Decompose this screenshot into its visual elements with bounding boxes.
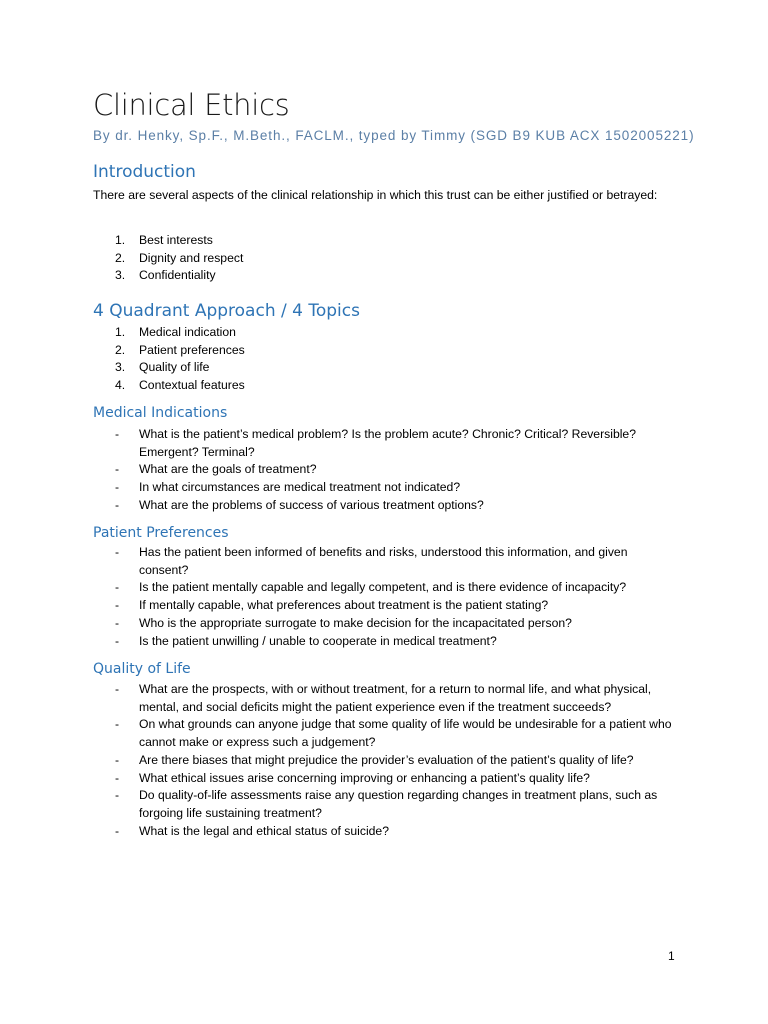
list-item xyxy=(0,377,679,395)
list-marker: - xyxy=(115,580,120,595)
list-marker: - xyxy=(115,497,120,512)
list-item-text: Confidentiality xyxy=(139,268,216,283)
list-item xyxy=(0,461,679,479)
list-item xyxy=(0,250,679,268)
list-item xyxy=(0,579,679,597)
list-item-text: Is the patient mentally capable and legally competent, and is there evidence of incapacity? xyxy=(139,580,627,595)
list-marker: - xyxy=(115,427,120,441)
heading-medical-indications: Medical Indications xyxy=(93,405,228,421)
list-marker: - xyxy=(115,717,120,732)
list-item xyxy=(0,479,679,497)
list-item-text: In what circumstances are medical treatment not indicated? xyxy=(139,480,461,495)
quadrant-list xyxy=(0,324,679,395)
list-item xyxy=(0,359,679,377)
list-item-text: Who is the appropriate surrogate to make decision for the incapacitated person? xyxy=(139,615,572,630)
list-item xyxy=(0,342,679,360)
list-item-text: On what grounds can anyone judge that some quality of life would be undesirable for a patient who cannot make or express such a judgement? xyxy=(139,717,672,750)
patient-preferences-list xyxy=(0,544,679,650)
list-item xyxy=(0,267,679,285)
list-marker: - xyxy=(115,598,120,613)
list-item xyxy=(0,752,679,770)
list-marker: - xyxy=(115,545,120,559)
quality-of-life-list xyxy=(0,681,679,840)
list-marker: - xyxy=(115,788,120,803)
list-marker: 3. xyxy=(115,268,126,283)
list-marker: - xyxy=(115,823,120,838)
list-marker: 2. xyxy=(115,250,126,265)
list-item-text: What ethical issues arise concerning improving or enhancing a patient’s quality life? xyxy=(139,770,590,785)
list-item-text: Are there biases that might prejudice the provider’s evaluation of the patient’s quality of life? xyxy=(139,752,634,767)
list-item xyxy=(0,681,679,716)
introduction-paragraph: There are several aspects of the clinical relationship in which this trust can be either justified or betrayed: xyxy=(93,188,658,202)
list-item-text: If mentally capable, what preferences about treatment is the patient stating? xyxy=(139,598,549,613)
list-marker: 4. xyxy=(115,378,126,393)
list-item-text: What is the legal and ethical status of suicide? xyxy=(139,823,389,838)
list-item-text: Medical indication xyxy=(139,325,236,339)
list-marker: - xyxy=(115,770,120,785)
list-item-text: Best interests xyxy=(139,233,213,247)
heading-quadrant-approach: 4 Quadrant Approach / 4 Topics xyxy=(93,301,360,321)
page-number: 1 xyxy=(668,949,675,963)
list-item xyxy=(0,426,679,461)
heading-introduction: Introduction xyxy=(93,162,196,182)
document-title: Clinical Ethics xyxy=(93,88,290,122)
list-marker: - xyxy=(115,615,120,630)
list-item xyxy=(0,770,679,788)
list-item xyxy=(0,823,679,841)
list-item-text: What are the problems of success of various treatment options? xyxy=(139,497,484,512)
document-subtitle: By dr. Henky, Sp.F., M.Beth., FACLM., typed by Timmy (SGD B9 KUB ACX 1502005221) xyxy=(93,128,695,143)
list-marker: - xyxy=(115,462,120,477)
introduction-list xyxy=(0,232,679,285)
list-item-text: What is the patient’s medical problem? Is the problem acute? Chronic? Critical? Reversible? Emergent? Terminal? xyxy=(139,427,636,459)
list-marker: - xyxy=(115,682,120,696)
list-item-text: Contextual features xyxy=(139,378,245,393)
list-marker: 1. xyxy=(115,325,126,339)
list-item xyxy=(0,716,679,751)
list-marker: 3. xyxy=(115,360,126,375)
list-marker: - xyxy=(115,480,120,495)
list-item xyxy=(0,497,679,515)
list-item xyxy=(0,787,679,822)
list-marker: 1. xyxy=(115,233,126,247)
list-marker: 2. xyxy=(115,342,126,357)
list-item-text: Do quality-of-life assessments raise any question regarding changes in treatment plans, such as forgoing life sustaining treatment? xyxy=(139,788,658,820)
list-item-text: What are the goals of treatment? xyxy=(139,462,317,477)
heading-quality-of-life: Quality of Life xyxy=(93,661,191,677)
list-item-text: Dignity and respect xyxy=(139,250,244,265)
list-item-text: Patient preferences xyxy=(139,342,245,357)
list-item xyxy=(0,324,679,342)
list-item-text: Has the patient been informed of benefits and risks, understood this information, and given consent? xyxy=(139,545,628,577)
list-item xyxy=(0,615,679,633)
list-marker: - xyxy=(115,752,120,767)
list-marker: - xyxy=(115,633,120,648)
heading-patient-preferences: Patient Preferences xyxy=(93,525,229,541)
list-item xyxy=(0,232,679,250)
list-item-text: Is the patient unwilling / unable to cooperate in medical treatment? xyxy=(139,633,497,648)
medical-indications-list xyxy=(0,426,679,515)
list-item xyxy=(0,544,679,579)
list-item xyxy=(0,597,679,615)
list-item-text: What are the prospects, with or without treatment, for a return to normal life, and what physical, mental, and social deficits might the patient experience even if the treatment succeeds? xyxy=(139,682,652,714)
list-item xyxy=(0,633,679,651)
list-item-text: Quality of life xyxy=(139,360,210,375)
